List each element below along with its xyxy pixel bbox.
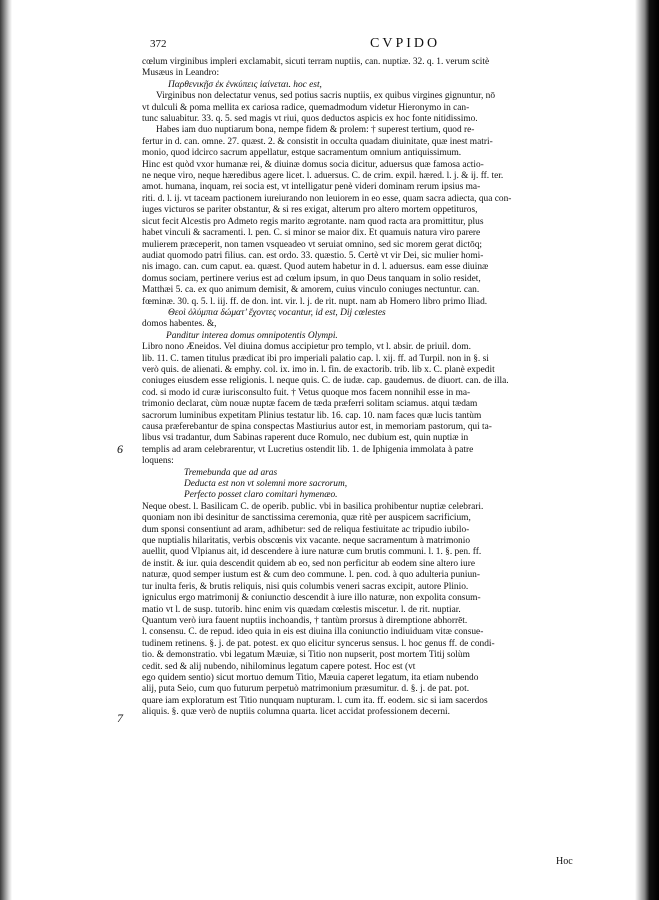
text-line: cedit. sed & alij nubendo, nihilominus legatum capere potest. Hoc est (vt xyxy=(142,661,416,672)
text-line: l. consensu. C. de repud. ideo quia in eis est diuina illa coniunctio indiuiduam vitæ consue- xyxy=(142,627,484,638)
text-line: que nuptialis hilaritatis, verbis obscœnis vix vacante. neque sacramentum à matrimonio xyxy=(142,536,471,547)
text-line: Matthæi 5. ca. ex quo animum demisit, & amorem, cuius vinculo coniuges nectuntur. can. xyxy=(142,285,480,296)
text-line: fœminæ. 30. q. 5. l. iij. ff. de don. int. vir. l. j. de rit. nupt. nam ab Homero libro primo Iliad. xyxy=(142,296,488,307)
text-line: Θεοὶ ὀλύμπια δώματ’ ἔχοντες vocantur, id est, Dij cœlestes xyxy=(168,307,386,318)
text-line: coniuges eiusdem esse religionis. l. neque quis. C. de iudæ. cap. gaudemus. de diuort. can. de illa. xyxy=(142,376,509,387)
text-line: quoniam non ibi desinitur de sanctissima ceremonia, quæ ritè per auspicem sacrificium, xyxy=(142,513,471,524)
text-line: iuges victuros se pariter obstantur, & si res exigat, alterum pro altero mortem oppetituros, xyxy=(142,205,478,216)
text-line: tur inulta feris, & brutis reliquis, nisi quis columbis veneri sacras excipit, autore Plinio. xyxy=(142,581,469,592)
text-line: Libro nono Æneidos. Vel diuina domus accipietur pro templo, vt l. absir. de priuil. dom. xyxy=(142,342,471,353)
text-line: Virginibus non delectatur venus, sed potius sacris nuptiis, ex quibus virgines gignuntur, nō xyxy=(156,91,496,102)
text-line: sacrorum luminibus expetitam Plinius testatur lib. 16. cap. 10. nam faces quæ lucis tantùm xyxy=(142,410,482,421)
text-line: riti. d. l. ij. vt taceam pactionem iureiurando non leuiorem in eo esse, quam sacra adiecta, qua con- xyxy=(142,193,512,204)
text-line: trimonio declarat, cùm nouæ nuptæ facem de tæda præferri solitam sciamus. atqui tædam xyxy=(142,399,478,410)
text-line: dum sponsi consentiunt ad aram, adhibetur: sed de reliqua festiuitate ac tripudio iubilo- xyxy=(142,524,470,535)
body-text xyxy=(142,57,602,719)
text-line: libus vsi tradantur, dum Sabinas raperent duce Romulo, nec dubium est, quin nuptiæ in xyxy=(142,433,469,444)
catchword: Hoc xyxy=(556,856,573,867)
text-line: verò quis. de alienati. & emphy. col. ix. imo in. l. fin. de exactorib. trib. lib x. C. planè expedit xyxy=(142,364,495,375)
text-line: quare iam exploratum est Titio nunquam nupturam. l. cum ita. ff. eodem. sic si iam sacerdos xyxy=(142,695,488,706)
page-number: 372 xyxy=(150,38,167,50)
text-line: Musæus in Leandro: xyxy=(142,68,220,79)
text-line: audiat quomodo patri filius. can. est ordo. 33. quæstio. 5. Certè vt vir Dei, sic mulier homi- xyxy=(142,250,484,261)
text-line: ne neque viro, neque hæredibus agere licet. l. aduersus. C. de crim. expil. hæred. l. j. & ij. ff. ter. xyxy=(142,171,504,182)
text-line: templis ad aram celebrarentur, vt Lucretius ostendit lib. 1. de Iphigenia immolata à patre xyxy=(142,444,474,455)
text-line: mulierem præceperit, non tamen vsqueadeo vt seruiat omnino, sed sic morem gerat dictōq; xyxy=(142,239,483,250)
text-line: aliquis. §. quæ verò de nuptiis columna quarta. licet accidat professionem decerni. xyxy=(142,707,450,718)
text-line: naturæ, quod semper iustum est & cum deo commune. l. pen. cod. à quo adulteria puniun- xyxy=(142,570,480,581)
text-line: fertur in d. can. omne. 27. quæst. 2. & consistit in occulta quadam diuinitate, quæ inest matri- xyxy=(142,136,493,147)
text-line: Deducta est non vt solemni more sacrorum, xyxy=(184,479,348,490)
text-line: causa præferebantur de spina conspectas Mastiurius autor est, in memoriam pastorum, qui ta- xyxy=(142,422,492,432)
text-line: Habes iam duo nuptiarum bona, nempe fidem & prolem: † superest tertium, quod re- xyxy=(156,125,475,136)
text-line: ego quidem sentio) sicut mortuo demum Titio, Mæuia caperet legatum, ita etiam nubendo xyxy=(142,672,479,683)
text-line: habet vinculi & sacramenti. l. pen. C. si minor se maior dix. Et quamuis natura viro parere xyxy=(142,228,481,239)
text-line: lib. 11. C. tamen titulus prædicat ibi pro imperiali palatio cap. l. xij. ff. ad Turpil. non in §. si xyxy=(142,353,489,364)
text-line: de instit. & iur. quia descendit quidem ab eo, sed non perficitur ab eodem sine altero iure xyxy=(142,558,475,569)
text-line: domus sociam, pertinere verius est ad cœlum ipsum, in quo Deus tanquam in solio residet, xyxy=(142,273,481,284)
text-line: Hinc est quòd vxor humanæ rei, & diuinæ domus socia dicitur, aduersus quæ famosa actio- xyxy=(142,159,484,170)
running-head: CVPIDO xyxy=(370,36,441,51)
text-line: auellit, quod Vlpianus ait, id descendere à iure naturæ cum brutis communi. l. 1. §. pen. ff. xyxy=(142,547,482,558)
page-edge-shadow xyxy=(635,0,659,900)
text-line: monio, quod idcirco sacrum appellatur, estque sacramentum omnium antiquissimum. xyxy=(142,148,462,159)
text-line: Neque obest. l. Basilicam C. de operib. public. vbi in basilica prohibentur nuptiæ celebrari. xyxy=(142,501,484,512)
text-line: tudinem retinens. §. j. de pat. potest. ex quo elicitur syncerus sensus. l. hoc genus ff. de condi- xyxy=(142,638,495,649)
text-line: amot. humana, inquam, rei socia est, vt intelligatur penè videri dominam rerum ipsius ma- xyxy=(142,182,481,193)
text-line: matio vt l. de susp. tutorib. hinc enim vis quædam cœlestis miscetur. l. de rit. nuptiar. xyxy=(142,604,461,615)
page-header xyxy=(150,36,590,54)
text-line: Perfecto posset claro comitari hymenæo. xyxy=(184,490,338,501)
text-line: nis imago. can. cum caput. ea. quæst. Quod autem habetur in d. l. aduersus. eam esse diuinæ xyxy=(142,262,489,273)
text-line: cod. si modo id curæ iurisconsulto fuit. † Vetus quoque mos facem nonnihil esse in ma- xyxy=(142,387,471,398)
text-line: Panditur interea domus omnipotentis Olympi. xyxy=(166,330,338,341)
text-line: alij, puta Seio, cum quo futurum perpetuò matrimonium præsumitur. d. §. j. de pat. pot. xyxy=(142,684,470,695)
margin-note: 6 xyxy=(117,442,123,456)
text-line: cœlum virginibus impleri exclamabit, sicuti terram nuptiis, can. nuptiæ. 32. q. 1. verum scitè xyxy=(142,57,490,67)
text-line: sicut fecit Alcestis pro Admeto regis marito ægrotante. nam quod racta ara promittitur, plus xyxy=(142,216,484,227)
text-line: domos habentes. &, xyxy=(142,319,217,330)
text-line: Tremebunda que ad aras xyxy=(184,467,278,478)
text-line: vt dulculi & poma mellita ex cariosa radice, quemadmodum videtur Hieronymo in can- xyxy=(142,102,470,113)
text-line: tunc saluabitur. 33. q. 5. sed magis vt riui, quos deductos aspicis ex hoc fonte nitidissimo. xyxy=(142,114,478,125)
binding-shadow xyxy=(0,0,12,900)
text-line: loquens: xyxy=(142,456,174,467)
text-line: tio. & demonstratio. vbi legatum Mæuiæ, si Titio non nupserit, post mortem Titij solùm xyxy=(142,650,470,661)
text-line: igniculus ergo matrimonij & coniunctio descendit à iure illo naturæ, non expolita consum- xyxy=(142,593,481,604)
text-line: Παρθενικῇσ ἐκ ἐνκύπεις ἰαίνεται. hoc est, xyxy=(168,79,322,90)
margin-note: 7 xyxy=(117,711,123,725)
text-line: Quantum verò iura fauent nuptiis inchoandis, † tantùm prorsus à diremptione abhorrēt. xyxy=(142,615,468,626)
